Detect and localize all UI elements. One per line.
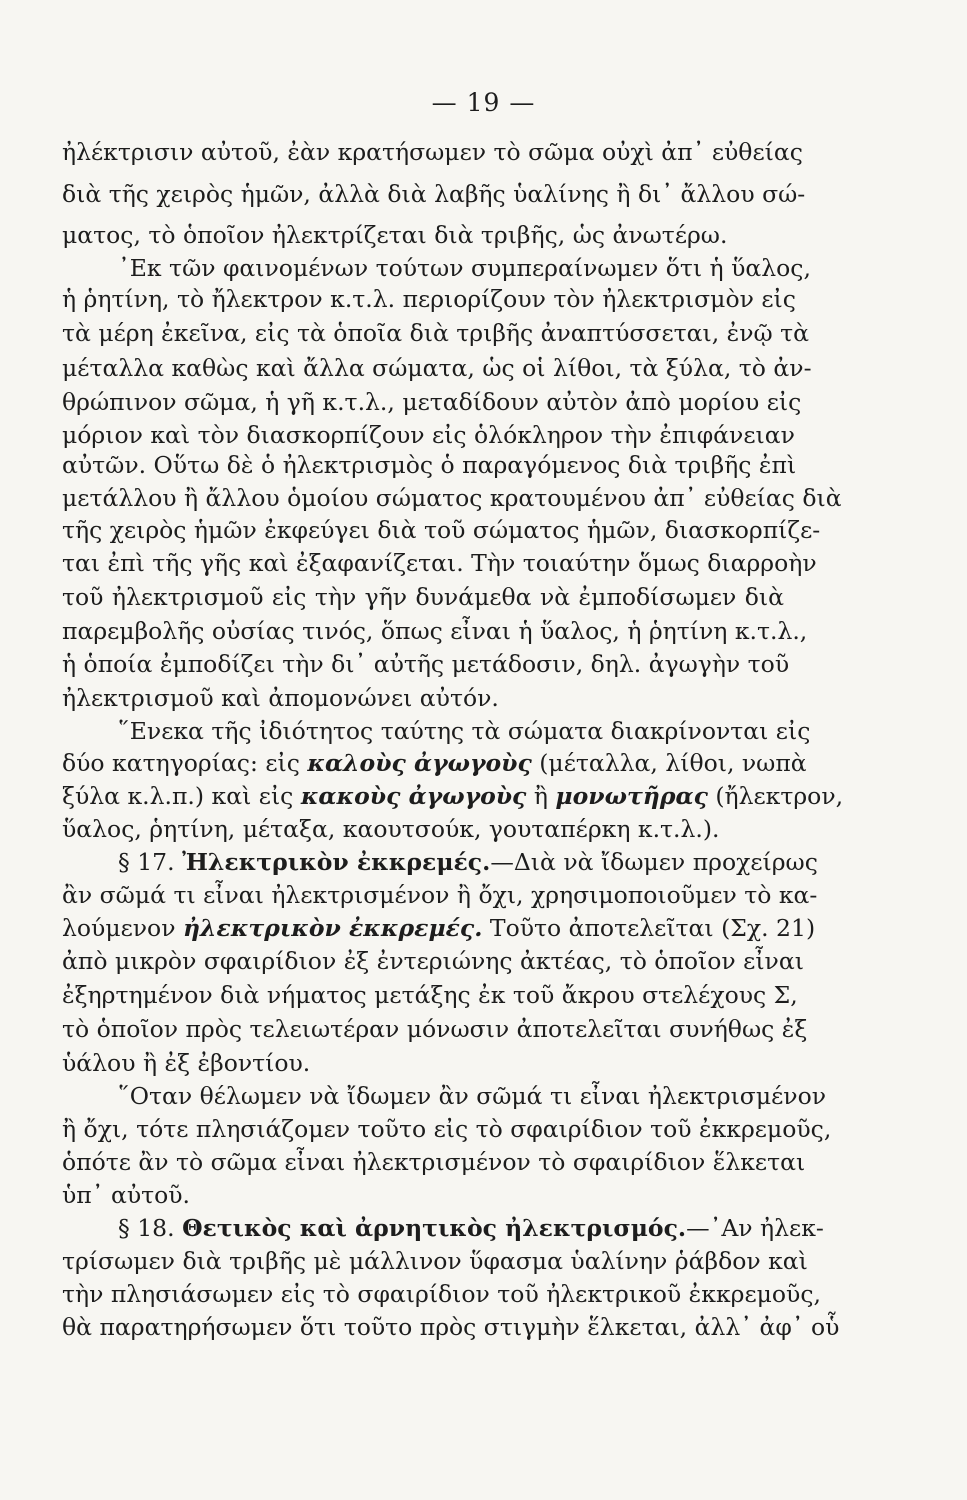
text-line-13 xyxy=(62,548,817,578)
text-run: ἡ ῥητίνη, τὸ ἤλεκτρον κ.τ.λ. περιορίζουν τὸν ἠλεκτρισμὸν εἰς xyxy=(62,285,796,313)
text-line-7 xyxy=(62,353,812,383)
text-run: ἠλεκτρισμοῦ καὶ ἀπομονώνει αὐτόν. xyxy=(62,684,499,712)
page-number: — 19 — xyxy=(431,88,536,117)
text-line-8 xyxy=(62,387,802,417)
text-run: τρίσωμεν διὰ τριβῆς μὲ μάλλινον ὕφασμα ὑαλίνην ῥάβδον καὶ xyxy=(62,1247,808,1275)
text-run: μόριον καὶ τὸν διασκορπίζουν εἰς ὁλόκληρον τὴν ἐπιφάνειαν xyxy=(62,421,795,449)
emphasis-insulators: μονωτῆρας xyxy=(555,782,708,810)
text-run: τὴν πλησιάσωμεν εἰς τὸ σφαιρίδιον τοῦ ἠλεκτρικοῦ ἐκκρεμοῦς, xyxy=(62,1280,821,1308)
text-run: τοῦ ἠλεκτρισμοῦ εἰς τὴν γῆν δυνάμεθα νὰ ἐμποδίσωμεν διὰ xyxy=(62,583,784,611)
text-run: ἐξηρτημένον διὰ νήματος μετάξης ἐκ τοῦ ἄκρου στελέχους Σ, xyxy=(62,981,798,1009)
text-line-24 xyxy=(62,913,816,943)
text-line-18 xyxy=(118,716,811,746)
section-17-heading-line xyxy=(118,847,818,877)
text-run: —Διὰ νὰ ἴδωμεν προχείρως xyxy=(490,848,818,876)
text-run: —᾽Αν ἠλεκ- xyxy=(686,1214,824,1242)
text-line-3 xyxy=(62,220,784,250)
text-line-26 xyxy=(62,980,798,1010)
emphasis-bad-conductors: κακοὺς ἀγωγοὺς xyxy=(300,782,527,810)
text-run: λούμενον xyxy=(62,914,183,942)
text-run: ὕαλος, ῥητίνη, μέταξα, καουτσούκ, γουταπέρκη κ.τ.λ.). xyxy=(62,815,720,843)
text-line-5 xyxy=(62,284,796,314)
text-line-23 xyxy=(62,880,818,910)
text-run: μετάλλου ἢ ἄλλου ὁμοίου σώματος κρατουμένου ἀπ᾽ εὐθείας διὰ xyxy=(62,484,842,512)
text-line-2 xyxy=(62,179,806,209)
text-run: μέταλλα καθὼς καὶ ἄλλα σώματα, ὡς οἱ λίθοι, τὰ ξύλα, τὸ ἀν- xyxy=(62,354,812,382)
text-run: Τοῦτο ἀποτελεῖται (Σχ. 21) xyxy=(482,914,816,942)
text-run: αὐτῶν. Οὕτω δὲ ὁ ἠλεκτρισμὸς ὁ παραγόμενος διὰ τριβῆς ἐπὶ xyxy=(62,451,797,479)
text-run: τὸ ὁποῖον πρὸς τελειωτέραν μόνωσιν ἀποτελεῖται συνήθως ἐξ xyxy=(62,1015,808,1043)
text-line-25 xyxy=(62,946,804,976)
text-run: ἢ xyxy=(526,782,556,810)
section-18-title: Θετικὸς καὶ ἀρνητικὸς ἠλεκτρισμός. xyxy=(182,1214,687,1242)
section-18-heading-line xyxy=(118,1213,824,1243)
text-line-16 xyxy=(62,649,790,679)
text-run: ται ἐπὶ τῆς γῆς καὶ ἐξαφανίζεται. Τὴν τοιαύτην ὅμως διαρροὴν xyxy=(62,549,817,577)
text-run: ὑπ᾽ αὐτοῦ. xyxy=(62,1181,191,1209)
text-run: § 18. xyxy=(118,1214,183,1242)
text-run: § 17. xyxy=(118,848,183,876)
text-line-19 xyxy=(62,748,807,778)
text-line-34 xyxy=(62,1246,808,1276)
text-line-12 xyxy=(62,515,821,545)
text-run: διὰ τῆς χειρὸς ἡμῶν, ἀλλὰ διὰ λαβῆς ὑαλίνης ἢ δι᾽ ἄλλου σώ- xyxy=(62,180,806,208)
text-run: ἠλέκτρισιν αὐτοῦ, ἐὰν κρατήσωμεν τὸ σῶμα οὐχὶ ἀπ᾽ εὐθείας xyxy=(62,138,803,166)
text-run: τὰ μέρη ἐκεῖνα, εἰς τὰ ὁποῖα διὰ τριβῆς ἀναπτύσσεται, ἐνῷ τὰ xyxy=(62,319,810,347)
text-line-30 xyxy=(62,1114,832,1144)
text-line-28 xyxy=(62,1048,784,1078)
text-line-10 xyxy=(62,450,797,480)
text-line-35 xyxy=(62,1279,821,1309)
text-run: ἂν σῶμά τι εἶναι ἠλεκτρισμένον ἢ ὄχι, χρησιμοποιοῦμεν τὸ κα- xyxy=(62,881,818,909)
text-line-29 xyxy=(118,1081,827,1111)
text-line-11 xyxy=(62,483,842,513)
text-run: ὑάλου ἢ ἐξ ἐβοντίου. xyxy=(62,1049,311,1077)
emphasis-electric-pendulum: ἠλεκτρικὸν ἐκκρεμές. xyxy=(182,914,483,942)
text-line-15 xyxy=(62,616,808,646)
text-line-1 xyxy=(62,137,803,167)
text-run: ἀπὸ μικρὸν σφαιρίδιον ἐξ ἐντεριώνης ἀκτέας, τὸ ὁποῖον εἶναι xyxy=(62,947,804,975)
text-line-6 xyxy=(62,318,810,348)
text-run: θρώπινον σῶμα, ἡ γῆ κ.τ.λ., μεταδίδουν αὐτὸν ἀπὸ μορίου εἰς xyxy=(62,388,802,416)
text-line-17 xyxy=(62,683,784,713)
emphasis-good-conductors: καλοὺς ἀγωγοὺς xyxy=(307,749,532,777)
text-run: (ἤλεκτρον, xyxy=(707,782,844,810)
text-line-21 xyxy=(62,814,784,844)
text-line-14 xyxy=(62,582,784,612)
text-run: δύο κατηγορίας: εἰς xyxy=(62,749,308,777)
text-run: ῞Οταν θέλωμεν νὰ ἴδωμεν ἂν σῶμά τι εἶναι ἠλεκτρισμένον xyxy=(118,1082,827,1110)
text-run: παρεμβολῆς οὐσίας τινός, ὅπως εἶναι ἡ ὕαλος, ἡ ῥητίνη κ.τ.λ., xyxy=(62,617,808,645)
text-line-32 xyxy=(62,1180,784,1210)
text-run: ματος, τὸ ὁποῖον ἠλεκτρίζεται διὰ τριβῆς, ὡς ἀνωτέρω. xyxy=(62,221,728,249)
text-line-27 xyxy=(62,1014,808,1044)
text-run: θὰ παρατηρήσωμεν ὅτι τοῦτο πρὸς στιγμὴν ἕλκεται, ἀλλ᾽ ἀφ᾽ οὗ xyxy=(62,1313,840,1341)
text-run: ἢ ὄχι, τότε πλησιάζομεν τοῦτο εἰς τὸ σφαιρίδιον τοῦ ἐκκρεμοῦς, xyxy=(62,1115,832,1143)
text-run: ὁπότε ἂν τὸ σῶμα εἶναι ἠλεκτρισμένον τὸ σφαιρίδιον ἕλκεται xyxy=(62,1148,806,1176)
text-line-31 xyxy=(62,1147,806,1177)
text-run: ᾽Εκ τῶν φαινομένων τούτων συμπεραίνωμεν ὅτι ἡ ὕαλος, xyxy=(118,254,811,282)
text-run: (μέταλλα, λίθοι, νωπὰ xyxy=(531,749,807,777)
text-run: ἡ ὁποία ἐμποδίζει τὴν δι᾽ αὐτῆς μετάδοσιν, δηλ. ἀγωγὴν τοῦ xyxy=(62,650,790,678)
text-line-36 xyxy=(62,1312,840,1342)
text-line-4 xyxy=(118,253,811,283)
text-run: ῞Ενεκα τῆς ἰδιότητος ταύτης τὰ σώματα διακρίνονται εἰς xyxy=(118,717,811,745)
text-line-9 xyxy=(62,420,795,450)
text-line-20 xyxy=(62,781,844,811)
text-run: τῆς χειρὸς ἡμῶν ἐκφεύγει διὰ τοῦ σώματος ἡμῶν, διασκορπίζε- xyxy=(62,516,821,544)
section-17-title: Ἠλεκτρικὸν ἐκκρεμές. xyxy=(182,848,491,876)
text-run: ξύλα κ.λ.π.) καὶ εἰς xyxy=(62,782,301,810)
